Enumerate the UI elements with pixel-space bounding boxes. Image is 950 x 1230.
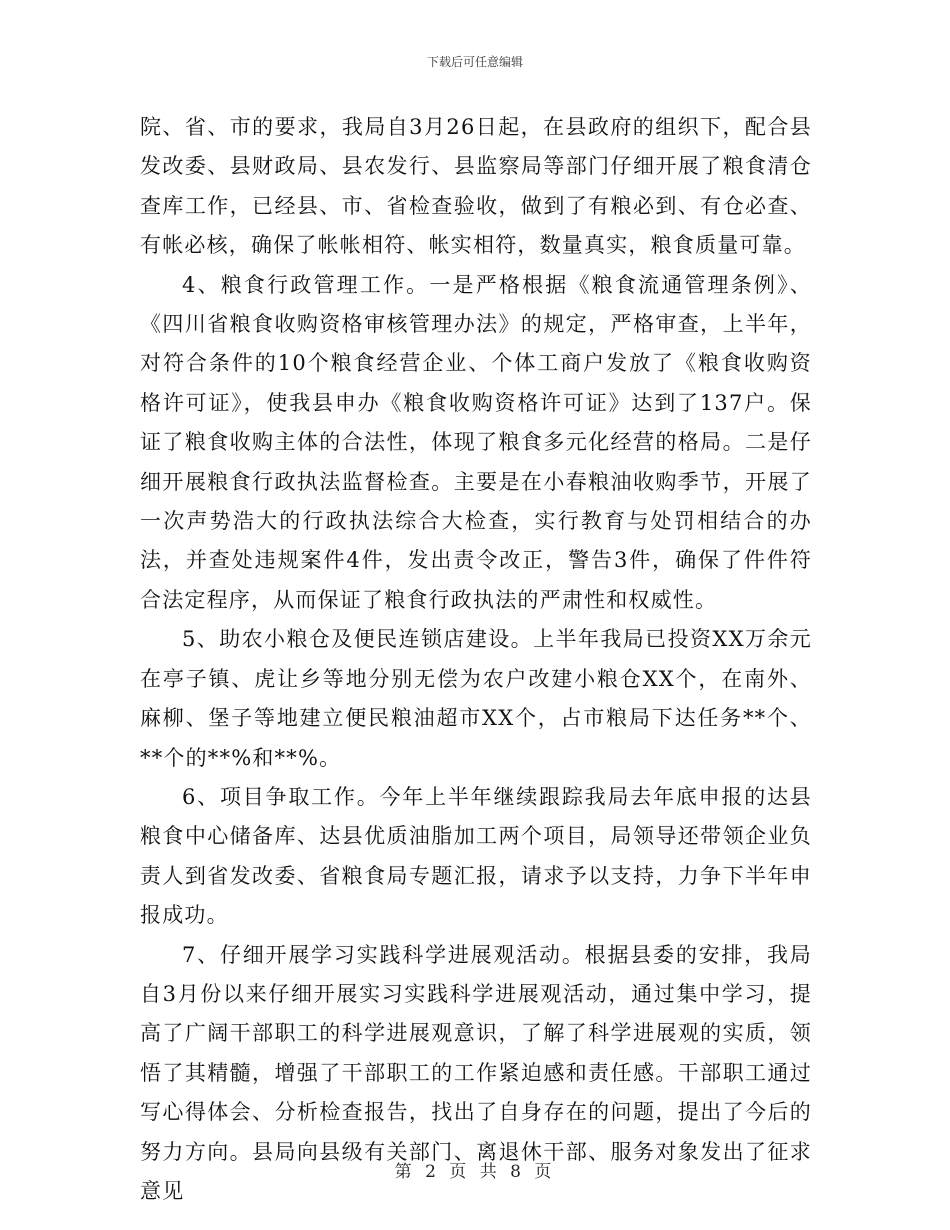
page-header: 下载后可任意编辑 [426, 55, 523, 69]
paragraph-study-activity: 7、仔细开展学习实践科学进展观活动。根据县委的安排，我局自3月份以来仔细开展实习实践科学进展观活动，通过集中学习，提高了广阔干部职工的科学进展观意识，了解了科学进展观的实质，领悟了其精髓，增强了干部职工的工作紧迫感和责任感。干部职工通过写心得体会、分析检查报告，找出了自身存在的问题，提出了今后的努力方向。县局向县级有关部门、离退休干部、服务对象发出了征求意见 [140, 942, 812, 1203]
paragraph-project-application: 6、项目争取工作。今年上半年继续跟踪我局去年底申报的达县粮食中心储备库、达县优质油脂加工两个项目，局领导还带领企业负责人到省发改委、省粮食局专题汇报，请求予以支持，力争下半年申报成功。 [140, 784, 812, 928]
document-body [140, 108, 812, 1211]
page-number-footer: 第 2 页 共 8 页 [394, 1162, 556, 1182]
paragraph-continuation: 院、省、市的要求，我局自3月26日起，在县政府的组织下，配合县发改委、县财政局、县农发行、县监察局等部门仔细开展了粮食清仓查库工作，已经县、市、省检查验收，做到了有粮必到、有仓必查、有帐必核，确保了帐帐相符、帐实相符，数量真实，粮食质量可靠。 [140, 115, 812, 258]
paragraph-grain-administration: 4、粮食行政管理工作。一是严格根据《粮食流通管理条例》、《四川省粮食收购资格审核管理办法》的规定，严格审查，上半年，对符合条件的10个粮食经营企业、个体工商户发放了《粮食收购资格许可证》，使我县申办《粮食收购资格许可证》达到了137户。保证了粮食收购主体的合法性，体现了粮食多元化经营的格局。二是仔细开展粮食行政执法监督检查。主要是在小春粮油收购季节，开展了一次声势浩大的行政执法综合大检查，实行教育与处罚相结合的办法，并查处违规案件4件，发出责令改正，警告3件，确保了件件符合法定程序，从而保证了粮食行政执法的严肃性和权威性。 [140, 272, 812, 612]
paragraph-granary-construction: 5、助农小粮仓及便民连锁店建设。上半年我局已投资XX万余元在亭子镇、虎让乡等地分别无偿为农户改建小粮仓XX个，在南外、麻柳、堡子等地建立便民粮油超市XX个，占市粮局下达任务**个、**个的**%和**%。 [140, 627, 812, 770]
